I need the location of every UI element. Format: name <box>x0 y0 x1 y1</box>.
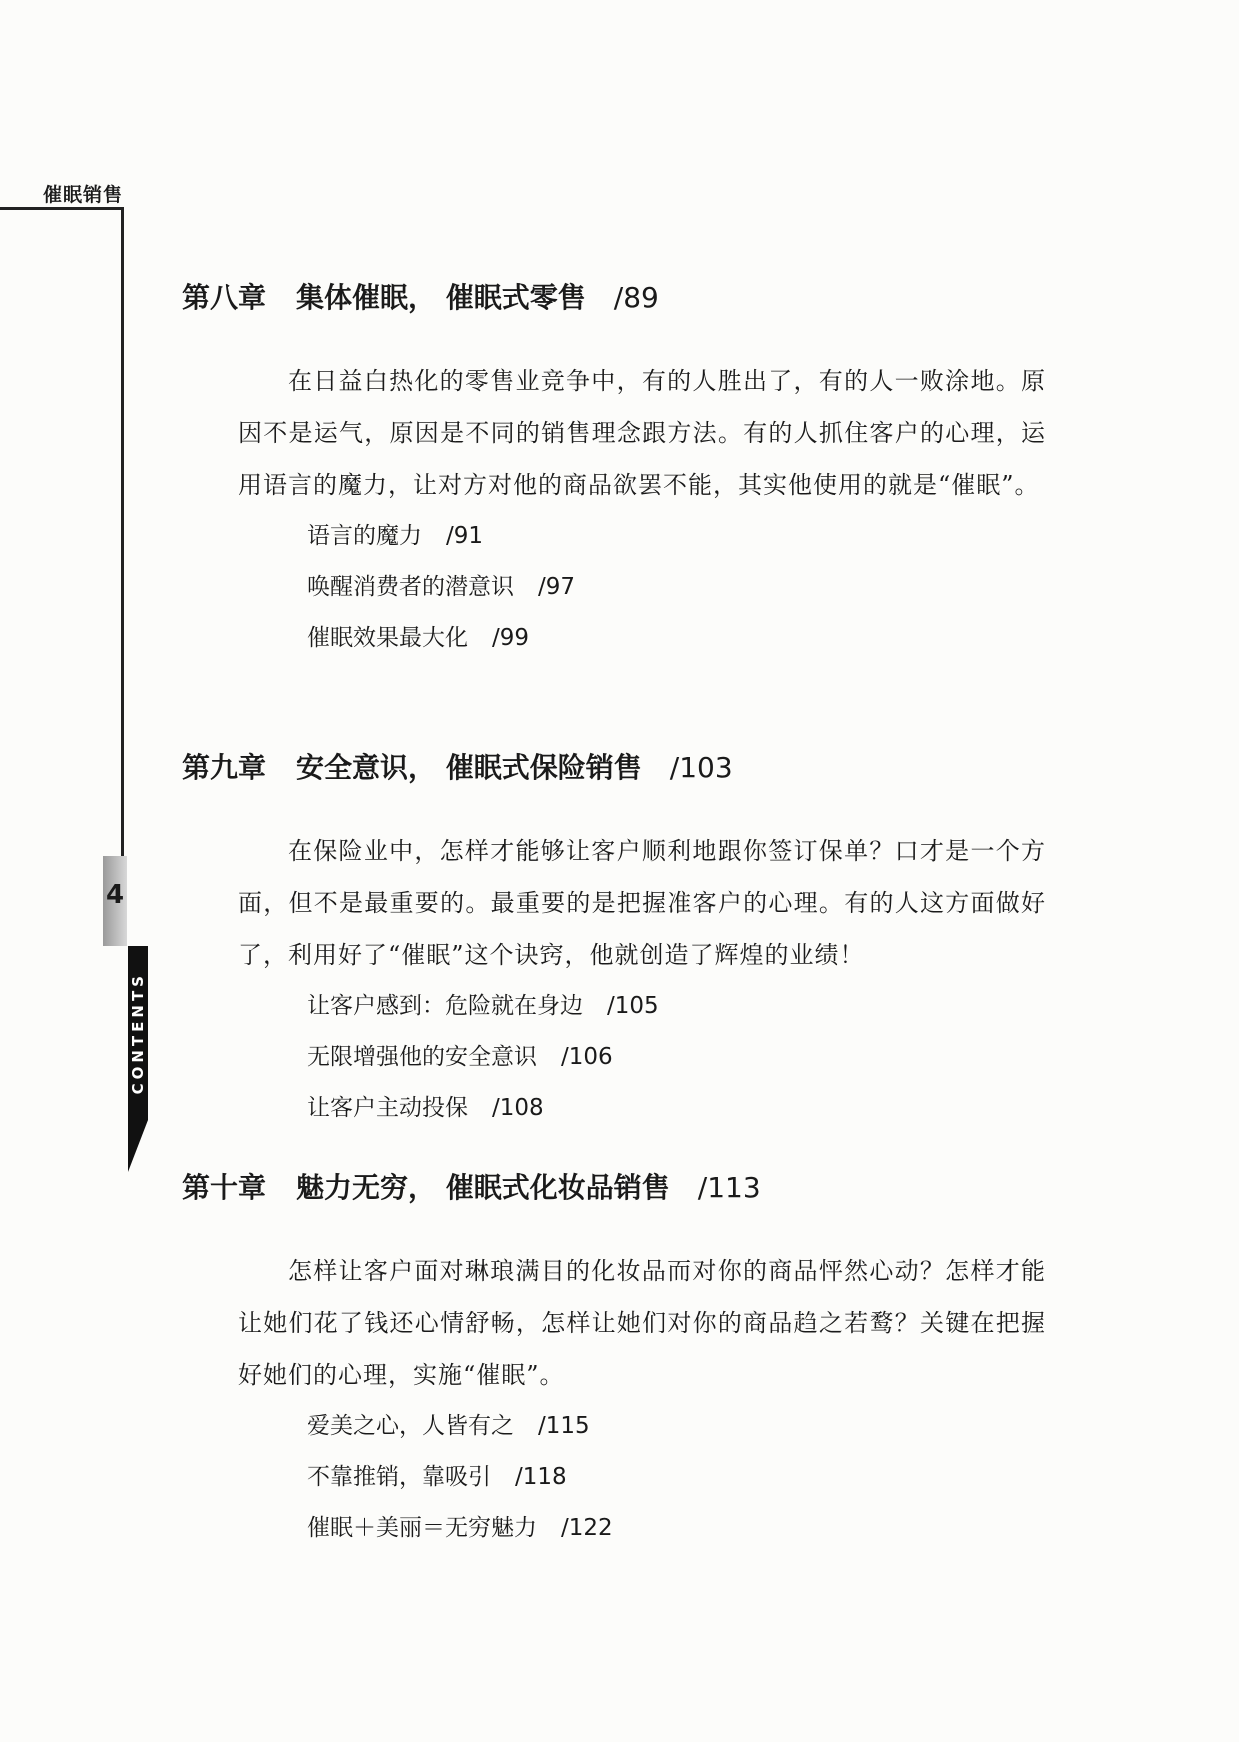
chapter-summary: 怎样让客户面对琳琅满目的化妆品而对你的商品怦然心动？怎样才能让她们花了钱还心情舒畅，怎样让她们对你的商品趋之若鹜？关键在把握好她们的心理，实施“催眠”。 <box>238 1257 1046 1389</box>
running-head: 催眠销售 <box>43 184 124 206</box>
page-number: 4 <box>106 880 125 910</box>
chapter-summary: 在保险业中，怎样才能够让客户顺利地跟你签订保单？口才是一个方面，但不是最重要的。最重要的是把握准客户的心理。有的人这方面做好了，利用好了“催眠”这个诀窍，他就创造了辉煌的业绩！ <box>238 837 1046 969</box>
chapter-name: 安全意识， 催眠式保险销售 <box>296 751 642 784</box>
section-title: 催眠＋美丽＝无穷魅力 <box>307 1515 537 1541</box>
chapter-page: /113 <box>697 1171 761 1204</box>
section-title: 不靠推销，靠吸引 <box>307 1464 491 1490</box>
chapter-number: 第八章 <box>182 281 267 314</box>
section-title: 让客户主动投保 <box>307 1095 468 1121</box>
section-title: 语言的魔力 <box>307 523 422 549</box>
section-page: /108 <box>492 1095 544 1121</box>
section-item[interactable] <box>307 613 1082 664</box>
contents-tab <box>128 946 148 1120</box>
section-item[interactable] <box>307 562 1082 613</box>
section-item[interactable] <box>307 981 1082 1032</box>
section-item[interactable] <box>307 1083 1082 1134</box>
section-list <box>182 1401 1082 1554</box>
chapter-name: 魅力无穷， 催眠式化妆品销售 <box>296 1171 670 1204</box>
chapter-9 <box>182 743 1082 1134</box>
chapter-10 <box>182 1163 1082 1554</box>
chapter-name: 集体催眠， 催眠式零售 <box>296 281 586 314</box>
section-page: /118 <box>515 1464 567 1490</box>
chapter-title[interactable] <box>182 1163 1082 1213</box>
section-page: /91 <box>446 523 484 549</box>
section-title: 催眠效果最大化 <box>307 625 468 651</box>
section-list <box>182 981 1082 1134</box>
section-title: 爱美之心，人皆有之 <box>307 1413 514 1439</box>
section-item[interactable] <box>307 511 1082 562</box>
chapter-number: 第十章 <box>182 1171 267 1204</box>
section-item[interactable] <box>307 1452 1082 1503</box>
section-list <box>182 511 1082 664</box>
section-page: /115 <box>538 1413 590 1439</box>
section-title: 让客户感到：危险就在身边 <box>307 993 583 1019</box>
section-page: /122 <box>561 1515 613 1541</box>
header-rule <box>0 207 124 210</box>
chapter-8 <box>182 273 1082 664</box>
section-page: /106 <box>561 1044 613 1070</box>
chapter-page: /103 <box>669 751 733 784</box>
section-title: 唤醒消费者的潜意识 <box>307 574 514 600</box>
chapter-title[interactable] <box>182 743 1082 793</box>
section-item[interactable] <box>307 1032 1082 1083</box>
section-item[interactable] <box>307 1503 1082 1554</box>
section-page: /105 <box>607 993 659 1019</box>
chapter-number: 第九章 <box>182 751 267 784</box>
section-title: 无限增强他的安全意识 <box>307 1044 537 1070</box>
chapter-summary: 在日益白热化的零售业竞争中，有的人胜出了，有的人一败涂地。原因不是运气，原因是不同的销售理念跟方法。有的人抓住客户的心理，运用语言的魔力，让对方对他的商品欲罢不能，其实他使用的就是“催眠”。 <box>238 367 1046 499</box>
section-page: /99 <box>492 625 530 651</box>
section-page: /97 <box>538 574 576 600</box>
chapter-title[interactable] <box>182 273 1082 323</box>
chapter-page: /89 <box>613 281 659 314</box>
contents-tab-tip <box>128 1120 148 1172</box>
contents-label: CONTENTS <box>129 971 147 1095</box>
margin-rule <box>121 207 124 857</box>
section-item[interactable] <box>307 1401 1082 1452</box>
